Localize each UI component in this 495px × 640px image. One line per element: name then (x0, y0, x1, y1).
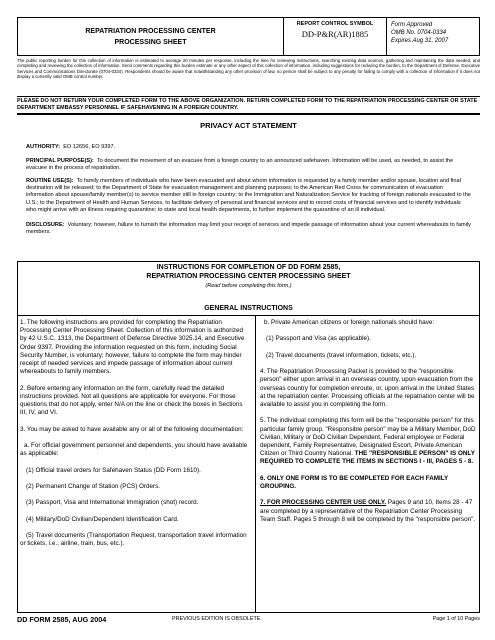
instructions-title (17, 263, 480, 281)
form-title-line1: REPATRIATION PROCESSING CENTER (85, 28, 216, 35)
report-control-symbol (283, 18, 387, 55)
instruction-item: b. Private American citizens or foreign nationals should have: (264, 319, 435, 326)
report-control-label: REPORT CONTROL SYMBOL (296, 21, 374, 27)
authority-paragraph (26, 144, 472, 151)
disclosure-text: Voluntary; however, failure to furnish the information may limit your receipt of services and impede passage of information about your current whereabouts to family members. (26, 222, 471, 236)
routine-use-text: To family members of individuals who have been evacuated and about whom information is requested by a family member and/or spouse, location and final destination will be released; to the Department of State for evacuation management and planning purposes; to the American Red Cross for communication of evacuation information about spouse/family member(s) to service member still in foreign country; to the Immigration and Naturalization Service for tracking of foreign nationals evacuated to the U.S.; to the Department of Health and Human Services, to facilitate delivery of personal and financial services and to record costs of financial services and to identify individuals who might arrive with an illness requiring quarantine; to state and local health departments, to further implement the quarantine of an ill individual. (26, 178, 471, 213)
omb-number: OMB No. 0704-0334 (391, 30, 447, 36)
responsible-person-text: 5. The individual completing this form will be the "responsible person" for this particular family group. "Responsible person" may be a Military Member, DoD Civilian, Military or DoD Civilian Dependent, Federal employee or Federal dependent, Family Representative, Designated Escort, Private American Citizen or Third Country National. (260, 417, 476, 458)
processing-center-text: Pages 9 and 10, Items 28 - 47 are completed by a representative of the Repatriation Center Processing Team Staff. Pages 5 through 8 will be completed by the "responsible person". (260, 499, 476, 523)
instructions-subtitle: (Read before completing this form.) (205, 283, 292, 289)
divider (17, 113, 480, 115)
instruction-item: (1) Passport and Visa (as applicable). (266, 335, 371, 343)
form-page (17, 17, 480, 625)
form-title (18, 18, 283, 55)
left-column (20, 319, 250, 557)
instruction-item: 4. The Repatriation Processing Packet is provided to the "responsible person" either upon arrival in an overseas country, upon evacuation from the overseas country for completion enroute, or, upon arrival in the United States at the repatriation center. Processing officials at the repatriation center will be available to assist you in completing the form. (260, 368, 475, 408)
purpose-paragraph (26, 158, 472, 172)
form-header (17, 17, 480, 56)
instruction-item: (2) Permanent Change of Station (PCS) Orders. (26, 482, 161, 490)
instructions-title-line2: REPATRIATION PROCESSING CENTER PROCESSING SHEET (146, 273, 351, 280)
omb-approval (387, 18, 479, 55)
obsolete-notice: PREVIOUS EDITION IS OBSOLETE. (172, 616, 262, 622)
instruction-item: 6. ONLY ONE FORM IS TO BE COMPLETED FOR EACH FAMILY GROUPING. (260, 474, 449, 490)
burden-statement: The public reporting burden for this collection of information is estimated to average 20 minutes per response, including the time for reviewing instructions, searching existing data sources, gathering and maintaining the data needed, and completing and reviewing the collection of information. Send comments regarding this burden estimate or any other aspect of this collection of information, including suggestions for reducing the burden, to the Department of Defense, Executive Services and Communications Directorate (0704-0334). Respondents should be aware that notwithstanding any other provision of law, no person shall be subject to any penalty for failing to comply with a collection of information if it does not display a currently valid OMB control number. (17, 58, 480, 79)
purpose-text: To document the movement of an evacuee from a foreign country to an announced safehaven. Information will be used, as needed, to assist the evacuee in the process of repatriation. (26, 158, 454, 172)
disclosure-paragraph (26, 222, 472, 236)
instructions-title-line1: INSTRUCTIONS FOR COMPLETION OF DD FORM 2585, (156, 264, 341, 271)
omb-expiration: Expires Aug 31, 2007 (391, 38, 449, 44)
right-column (260, 319, 476, 532)
column-divider (255, 316, 256, 612)
instruction-item (260, 499, 476, 524)
divider (17, 96, 480, 97)
form-footer (17, 615, 480, 627)
instruction-item: (5) Travel documents (Transportation Request, transportation travel information or tickets, i.e., airline, train, bus, etc.). (20, 532, 247, 548)
disclosure-label: DISCLOSURE: (26, 222, 65, 228)
routine-use-paragraph (26, 178, 472, 214)
report-control-value: DD-P&R(AR)1885 (301, 29, 369, 39)
purpose-label: PRINCIPAL PURPOSE(S): (26, 158, 94, 164)
authority-label: AUTHORITY: (26, 144, 61, 150)
instruction-item: 1. The following instructions are provided for completing the Repatriation Processing Center Processing Sheet. Collection of this information is authorized by 42 U.S.C. 1313, the Department of Defense Directive 3025.14, and Executive Order 9397. Providing the information requested on this form, including Social Security Number, is voluntary; however, failure to complete the form may hinder receipt of needed services and impede passage of information about current whereabouts to family members. (20, 319, 245, 376)
divider (17, 315, 480, 316)
privacy-act-title: PRIVACY ACT STATEMENT (200, 121, 297, 130)
form-title-line2: PROCESSING SHEET (114, 39, 187, 46)
processing-center-use-only: 7. FOR PROCESSING CENTER USE ONLY. (260, 499, 387, 507)
authority-text: EO 12656, EO 9397. (63, 144, 116, 150)
instruction-item: 2. Before entering any information on the form, carefully read the detailed instructions provided. Not all questions are applicable for everyone. For those questions that do not apply, enter N/A on the line or check the boxes in Sections III, IV, and VI. (20, 384, 243, 417)
omb-approved-label: Form Approved (391, 22, 433, 28)
form-identifier: DD FORM 2585, AUG 2004 (17, 615, 107, 624)
routine-use-label: ROUTINE USE(S): (26, 178, 74, 184)
instruction-item: (2) Travel documents (travel information, tickets, etc.). (266, 351, 417, 359)
general-instructions-title: GENERAL INSTRUCTIONS (204, 305, 293, 312)
return-notice: PLEASE DO NOT RETURN YOUR COMPLETED FORM TO THE ABOVE ORGANIZATION. RETURN COMPLETED FORM TO THE REPATRIATION PROCESSING CENTER OR STATE DEPARTMENT EMBASSY PERSONNEL IF SAFEHAVENING IN A FOREIGN COUNTRY. (17, 98, 478, 111)
instruction-item: 3. You may be asked to have available any or all of the following documentation: (20, 425, 244, 433)
instruction-item: (1) Official travel orders for Safehaven Status (DD Form 1610). (26, 466, 201, 474)
page-number: Page 1 of 10 Pages (432, 616, 480, 622)
instructions-header (17, 255, 480, 305)
responsible-person-emphasis: THE "RESPONSIBLE PERSON" IS ONLY REQUIRED TO COMPLETE THE ITEMS IN SECTIONS I - III, PAGES 5 - 8. (260, 450, 475, 466)
instruction-item: (3) Passport, Visa and International Immigration (shot) record. (26, 499, 199, 507)
instruction-item (260, 417, 476, 466)
instruction-item: a. For official government personnel and dependents, you should have available as applicable: (20, 442, 248, 458)
instruction-item: (4) Military/DoD Civilian/Dependent Identification Card. (26, 515, 179, 523)
